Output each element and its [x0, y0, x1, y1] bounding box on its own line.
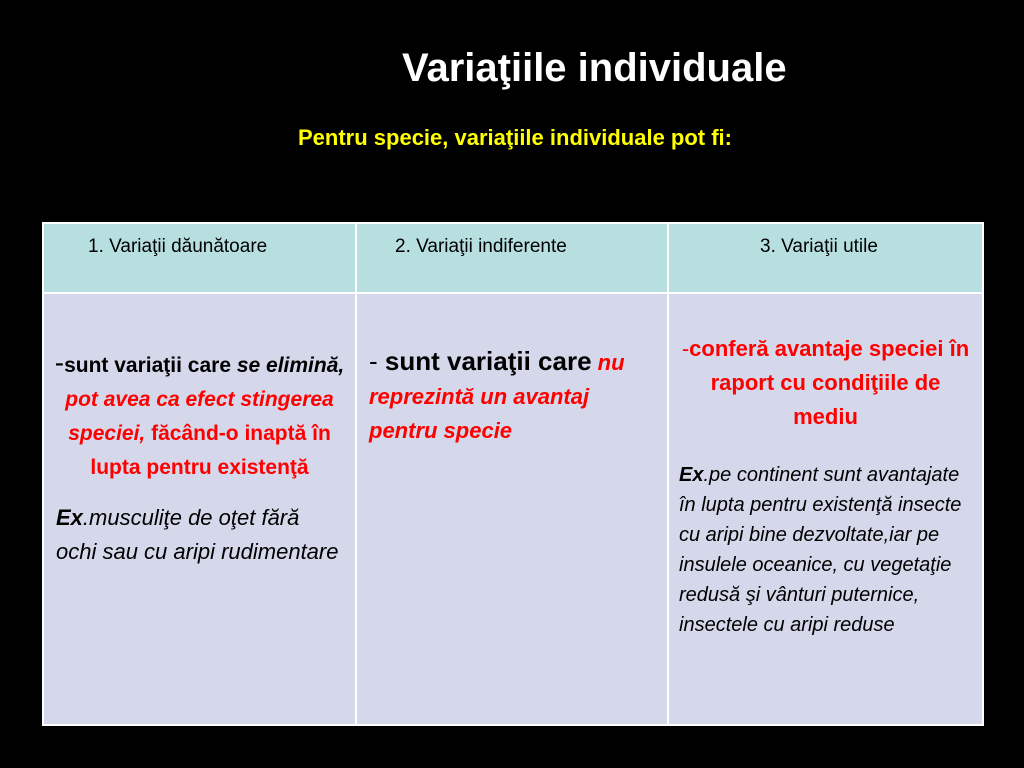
useful-ex-label: Ex	[679, 464, 704, 486]
indifferent-dash: -	[369, 346, 385, 376]
harmful-dash: -	[54, 347, 65, 378]
useful-example	[669, 434, 982, 640]
cell-useful	[668, 293, 983, 725]
harmful-text-3: pot avea ca efect stingerea speciei,	[65, 388, 334, 445]
header-cell-harmful	[43, 223, 356, 293]
slide-title: Variaţiile individuale	[402, 46, 787, 90]
harmful-text-1: sunt variaţii care	[64, 354, 237, 377]
indifferent-description	[357, 294, 667, 448]
harmful-text-2: se elimină,	[236, 354, 345, 377]
slide-subtitle: Pentru specie, variaţiile individuale pot fi:	[298, 125, 732, 150]
table-body-row	[43, 293, 983, 725]
useful-description	[669, 294, 982, 434]
indifferent-text-2: nu reprezintă un avantaj pentru specie	[369, 350, 625, 443]
table-header-row	[43, 223, 983, 293]
header-cell-useful	[668, 223, 983, 293]
harmful-ex-label: Ex	[56, 505, 83, 530]
indifferent-text-1: sunt variaţii care	[384, 346, 592, 376]
header-harmful-label: 1. Variaţii dăunătoare	[88, 236, 268, 257]
harmful-description	[44, 294, 355, 485]
header-useful-label: 3. Variaţii utile	[760, 236, 878, 257]
cell-harmful	[43, 293, 356, 725]
harmful-text-4: făcând-o inaptă în lupta pentru existenţă	[90, 422, 331, 479]
harmful-example	[44, 485, 355, 569]
useful-ex-text: .pe continent sunt avantajate în lupta pentru existenţă insecte cu aripi bine dezvoltate,iar pe insulele oceanice, cu vegetaţie redusă şi vânturi puternice, insectele cu aripi reduse	[679, 464, 962, 636]
useful-dash: -	[681, 336, 690, 361]
harmful-ex-text: .musculiţe de oţet fără ochi sau cu aripi rudimentare	[56, 505, 339, 564]
useful-text-1: conferă avantaje speciei în raport cu condiţiile de mediu	[689, 336, 970, 429]
cell-indifferent	[356, 293, 668, 725]
header-cell-indifferent	[356, 223, 668, 293]
header-indifferent-label: 2. Variaţii indiferente	[395, 236, 567, 257]
variations-table	[42, 222, 984, 726]
